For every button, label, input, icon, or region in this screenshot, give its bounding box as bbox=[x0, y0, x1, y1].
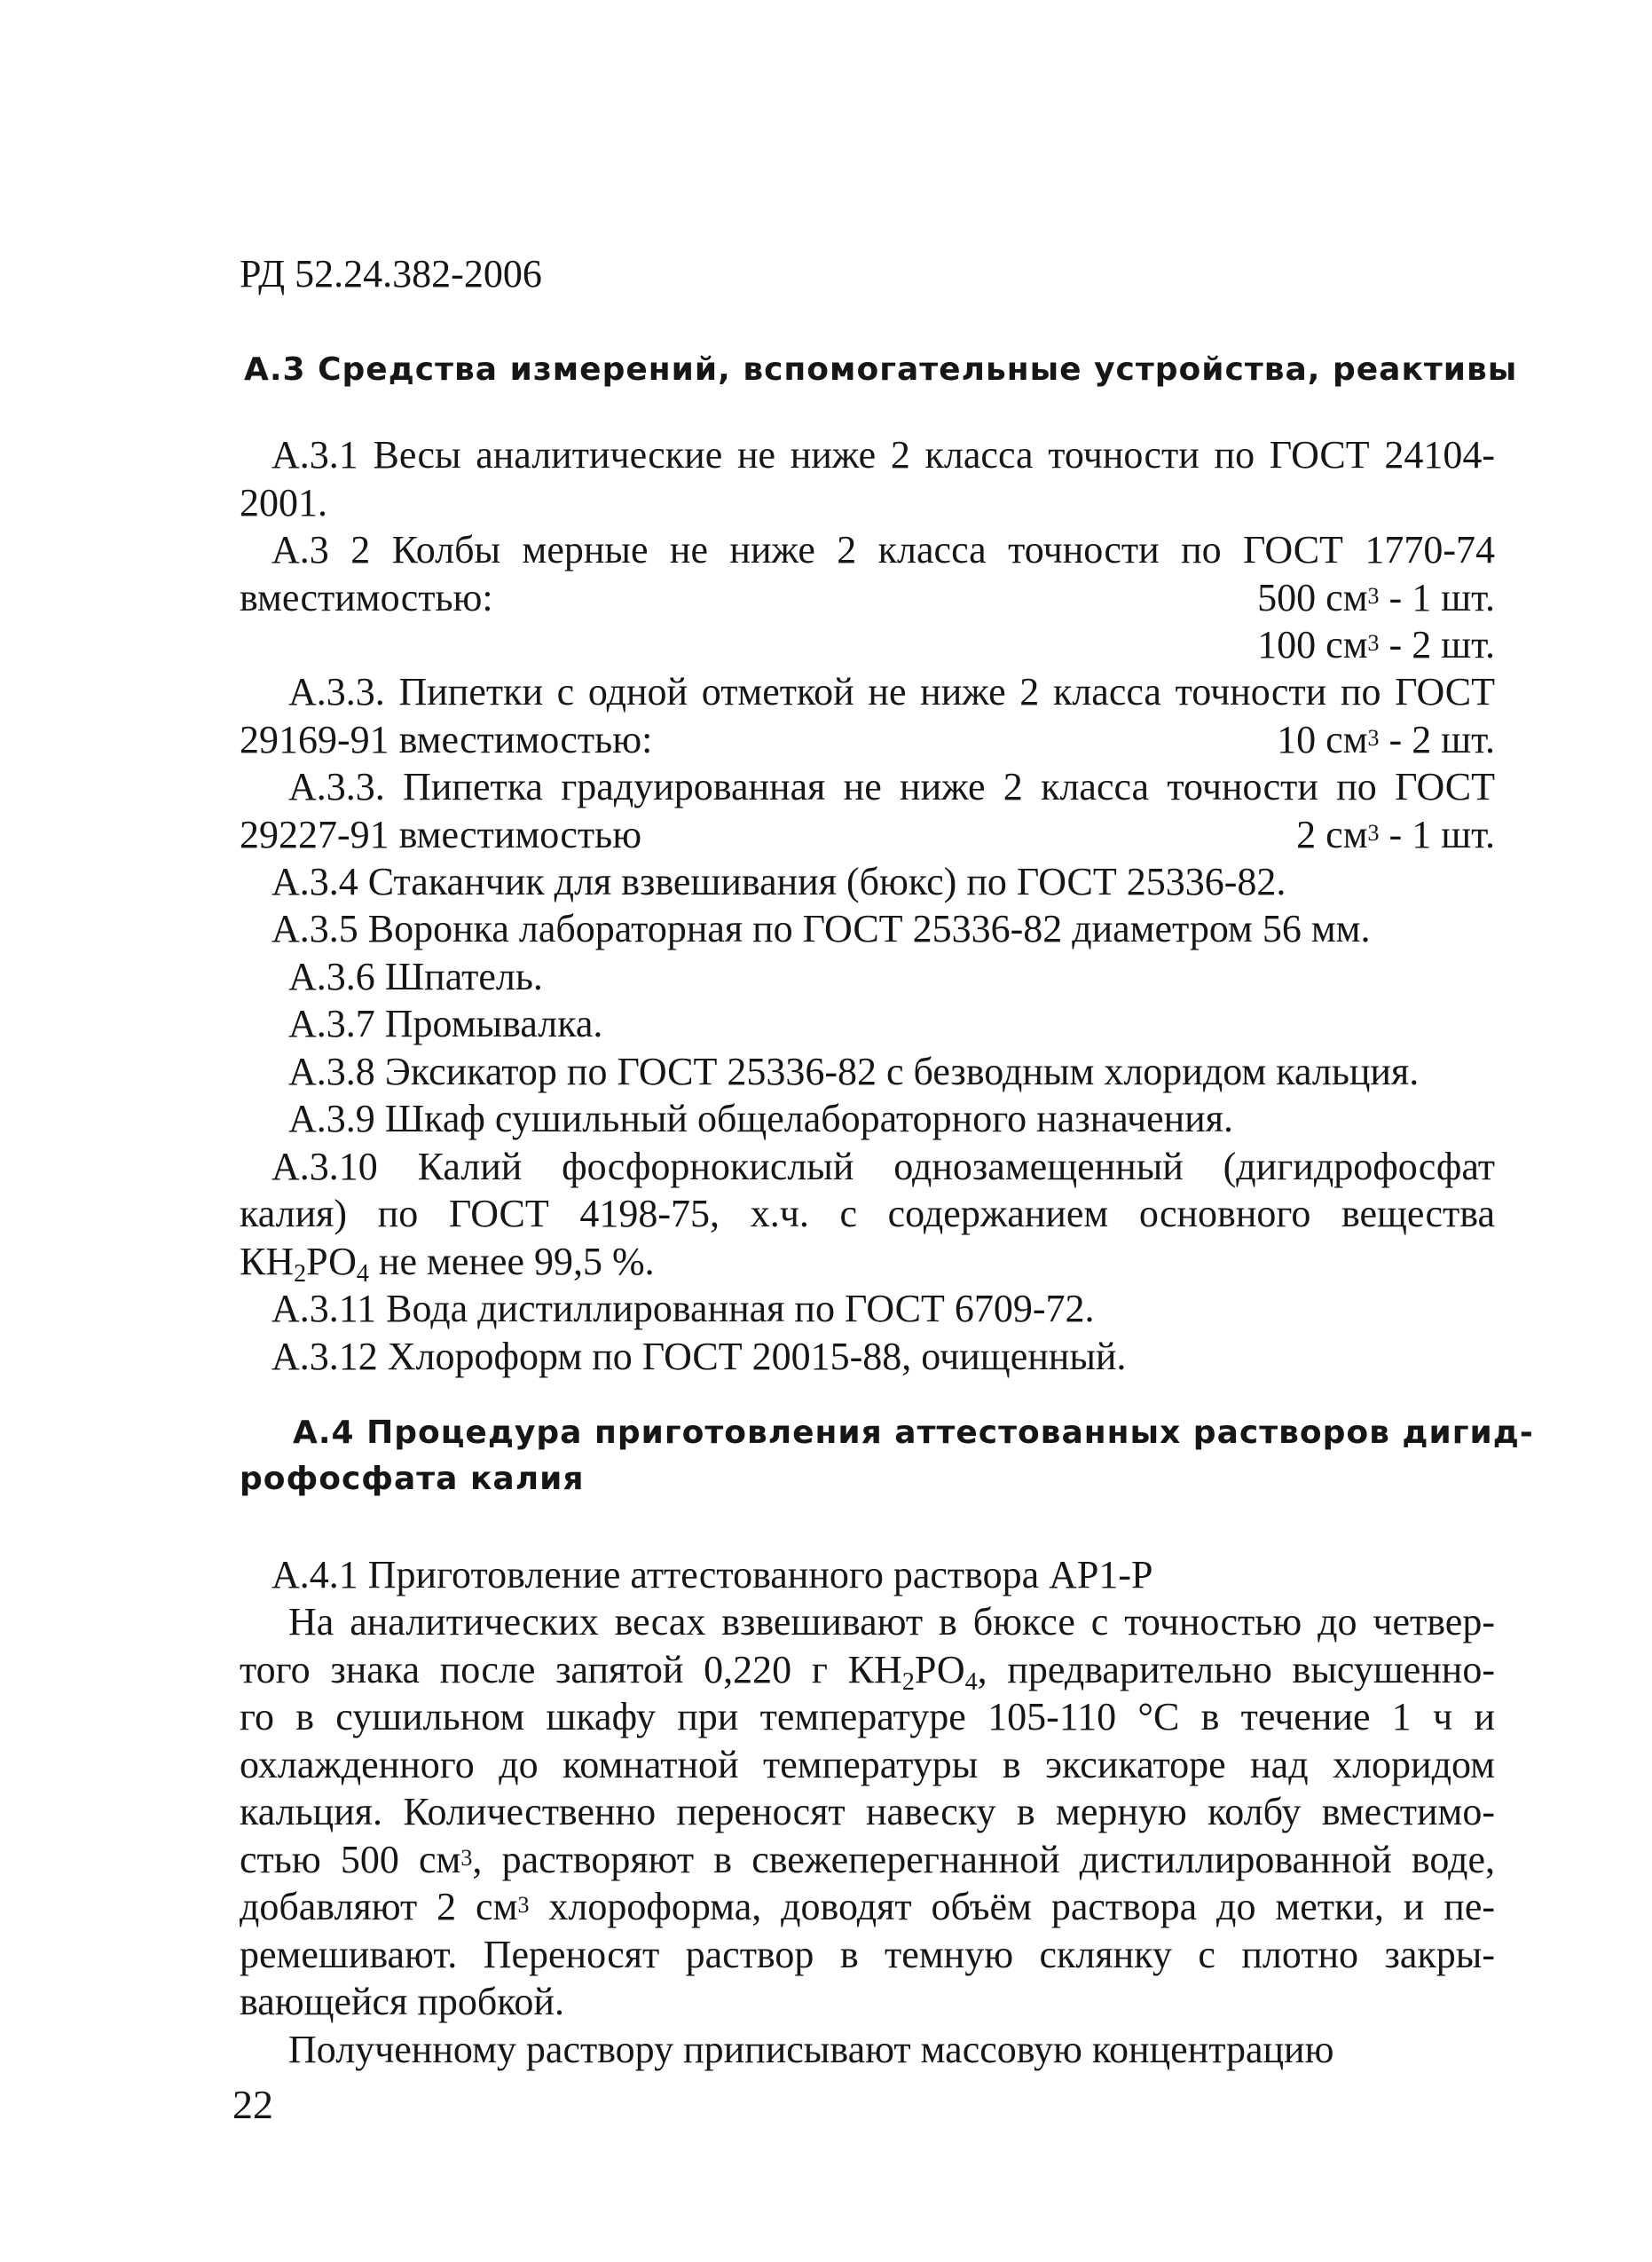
item-a35: А.3.5 Воронка лабораторная по ГОСТ 25336-82 диаметром 56 мм. bbox=[271, 907, 1371, 950]
item-a310-line3: $КН_2РО_4$ не менее 99,5 %. bbox=[240, 1240, 655, 1288]
section-a3-heading: А.3 Средства измерений, вспомогательные устройства, реактивы bbox=[244, 351, 1518, 388]
section-a4-heading-line2: рофосфата калия bbox=[240, 1461, 585, 1497]
item-a31-line1: А.3.1 Весы аналитические не ниже 2 класса точности по ГОСТ 24104- bbox=[271, 433, 1495, 477]
item-a312: А.3.12 Хлороформ по ГОСТ 20015-88, очищенный. bbox=[271, 1335, 1127, 1378]
section-a4-heading-line1: А.4 Процедура приготовления аттестованных растворов дигид- bbox=[293, 1415, 1534, 1451]
item-a32-qty2: 100 $см^3 - 2$ шт. bbox=[1257, 623, 1495, 666]
item-a33a-line1: А.3.3. Пипетки с одной отметкой не ниже 2 класса точности по ГОСТ bbox=[288, 670, 1495, 713]
paragraph-line: стью 500 $см^3$, растворяют в свежеперегнанной дистиллированной воде, bbox=[240, 1838, 1495, 1881]
paragraph-line: того знака после запятой 0,220 г $КН_2РО_4$, предварительно высушенно- bbox=[240, 1648, 1495, 1696]
item-a33b-line1: А.3.3. Пипетка градуированная не ниже 2 класса точности по ГОСТ bbox=[288, 765, 1495, 808]
item-a311: А.3.11 Вода дистиллированная по ГОСТ 6709-72. bbox=[271, 1287, 1095, 1330]
page-number: 22 bbox=[232, 2082, 273, 2127]
item-a34: А.3.4 Стаканчик для взвешивания (бюкс) по ГОСТ 25336-82. bbox=[271, 860, 1286, 903]
paragraph-line: ремешивают. Переносят раствор в темную склянку с плотно закры- bbox=[240, 1933, 1495, 1976]
item-a38: А.3.8 Эксикатор по ГОСТ 25336-82 с безводным хлоридом кальция. bbox=[288, 1050, 1420, 1093]
paragraph-line: кальция. Количественно переносят навеску в мерную колбу вместимо- bbox=[240, 1790, 1495, 1833]
item-a32-line2 bbox=[240, 574, 1495, 622]
item-a33b-line2 bbox=[240, 811, 1495, 859]
item-a32-qty1: 500 $см^3 - 1$ шт. bbox=[1257, 576, 1495, 619]
item-a32-line1: А.3 2 Колбы мерные не ниже 2 класса точности по ГОСТ 1770-74 bbox=[271, 528, 1495, 571]
item-a31-line2: 2001. bbox=[240, 481, 327, 524]
paragraph-line: Полученному раствору приписывают массовую концентрацию bbox=[288, 2028, 1334, 2071]
item-a33a-line2 bbox=[240, 716, 1495, 764]
item-a310-line1: А.3.10 Калий фосфорнокислый однозамещенный (дигидрофосфат bbox=[271, 1145, 1495, 1188]
item-a33b-label: 29227-91 вместимостью bbox=[240, 813, 642, 856]
item-a32-label: вместимостью: bbox=[240, 576, 493, 619]
paragraph-line: вающейся пробкой. bbox=[240, 1980, 564, 2023]
item-a33b-qty: 2 $см^3 - 1$ шт. bbox=[1296, 813, 1495, 856]
item-a33a-qty: 10 $см^3 - 2$ шт. bbox=[1277, 718, 1495, 761]
item-a33a-label: 29169-91 вместимостью: bbox=[240, 718, 653, 761]
document-code-header: РД 52.24.382-2006 bbox=[240, 252, 542, 296]
item-a39: А.3.9 Шкаф сушильный общелабораторного назначения. bbox=[288, 1097, 1233, 1140]
paragraph-line: добавляют 2 $см^3$ хлороформа, доводят объём раствора до метки, и пе- bbox=[240, 1885, 1496, 1928]
subsection-a41-title: А.4.1 Приготовление аттестованного раствора АР1-Р bbox=[271, 1553, 1153, 1596]
item-a37: А.3.7 Промывалка. bbox=[288, 1002, 603, 1045]
item-a310-line2: калия) по ГОСТ 4198-75, х.ч. с содержанием основного вещества bbox=[240, 1192, 1495, 1235]
paragraph-line: го в сушильном шкафу при температуре 105-110 °С в течение 1 ч и bbox=[240, 1695, 1495, 1738]
item-a36: А.3.6 Шпатель. bbox=[288, 955, 543, 998]
paragraph-line: На аналитических весах взвешивают в бюксе с точностью до четвер- bbox=[288, 1600, 1495, 1643]
paragraph-line: охлажденного до комнатной температуры в эксикаторе над хлоридом bbox=[240, 1743, 1495, 1786]
